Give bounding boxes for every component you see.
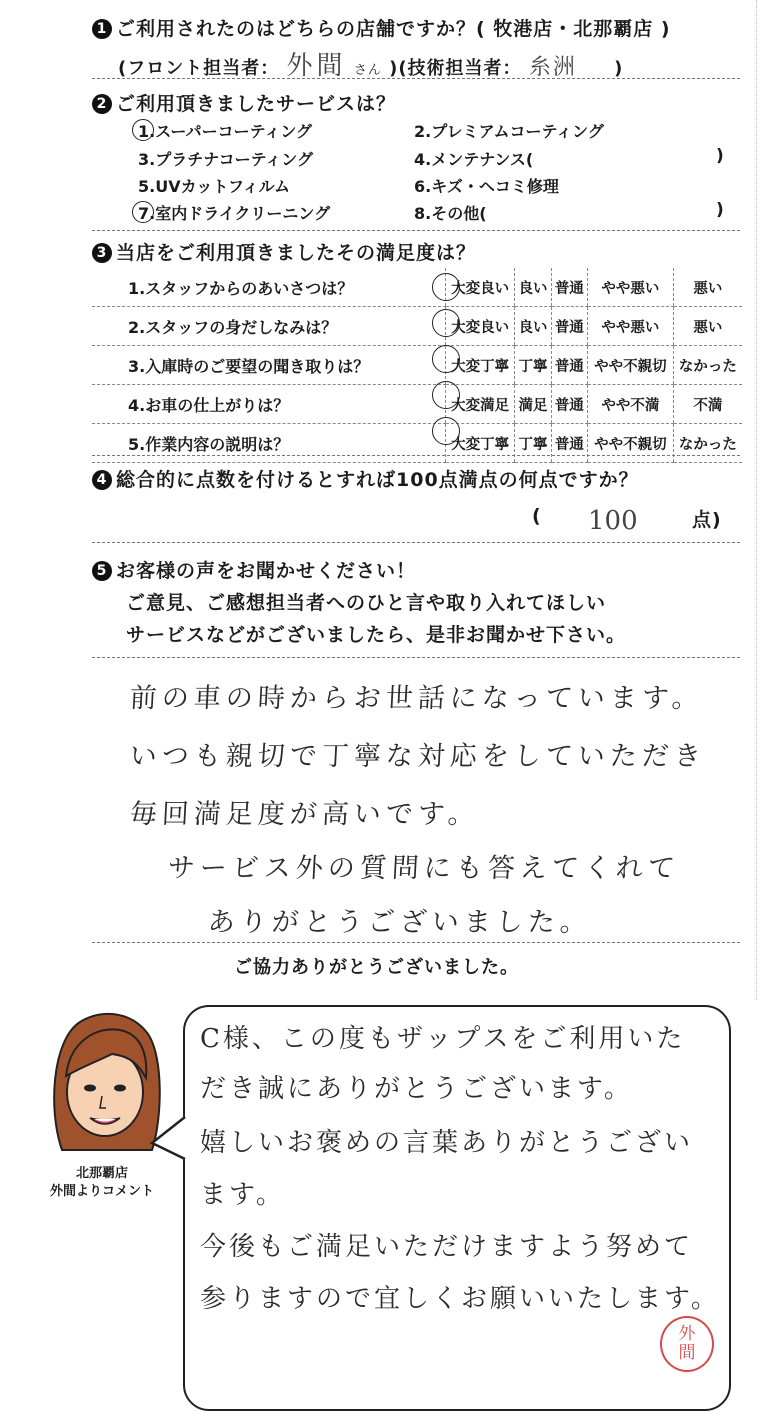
rating-choice: 丁寧 bbox=[515, 424, 551, 463]
service-option: 5.UVカットフィルム bbox=[138, 177, 291, 196]
front-suffix: さん bbox=[353, 63, 382, 78]
rating-selected-circle bbox=[432, 417, 460, 445]
staff-comment-line: だき誠にありがとうございます。 bbox=[200, 1074, 633, 1104]
front-staff-signature: 外間 bbox=[286, 51, 347, 81]
satisfaction-table bbox=[92, 268, 742, 463]
rating-choice: 普通 bbox=[551, 424, 587, 463]
q5-line2: ご意見、ご感想担当者へのひと言や取り入れてほしい bbox=[126, 592, 607, 614]
rating-selected-circle bbox=[432, 381, 460, 409]
staff-comment-line: ます。 bbox=[200, 1180, 285, 1210]
tech-staff-signature: 糸洲 bbox=[528, 55, 577, 80]
divider bbox=[92, 942, 740, 943]
staff-comment-line: C様、この度もザップスをご利用いた bbox=[200, 1024, 686, 1054]
q3-number: 3 bbox=[92, 243, 112, 263]
rating-choice: 悪い bbox=[673, 307, 742, 346]
staff-comment-label: 外間よりコメント bbox=[49, 1184, 154, 1199]
thanks-text: ご協力ありがとうございました。 bbox=[234, 957, 519, 978]
service-option: 6.キズ・ヘコミ修理 bbox=[414, 177, 559, 196]
q4-heading bbox=[92, 465, 639, 492]
rating-choice: 丁寧 bbox=[515, 346, 551, 385]
rating-selected-circle bbox=[432, 309, 460, 337]
q1-staff-line bbox=[118, 45, 623, 82]
table-row bbox=[92, 307, 742, 346]
score-value: 100 bbox=[588, 506, 638, 536]
rating-choice: 満足 bbox=[515, 385, 551, 424]
rating-choice: やや悪い bbox=[587, 268, 673, 307]
bubble-tail bbox=[150, 1115, 190, 1165]
divider bbox=[92, 542, 740, 543]
rating-choice: なかった bbox=[673, 346, 742, 385]
q3-heading bbox=[92, 238, 476, 265]
q4-unit: 点) bbox=[692, 509, 722, 531]
front-label: (フロント担当者： bbox=[118, 58, 280, 79]
rating-choice: 大変良い bbox=[446, 307, 515, 346]
q1-text: ご利用されたのはどちらの店舗ですか？( 牧港店・北那覇店 ) bbox=[116, 18, 671, 40]
staff-comment-line: 嬉しいお褒めの言葉ありがとうござい bbox=[200, 1128, 694, 1158]
q2-text: ご利用頂きましたサービスは？ bbox=[116, 93, 397, 115]
rating-choice: やや不親切 bbox=[587, 346, 673, 385]
q3-text: 当店をご利用頂きましたその満足度は？ bbox=[116, 242, 477, 264]
tech-label: )(技術担当者： bbox=[389, 58, 522, 79]
divider bbox=[92, 78, 740, 79]
rating-item: 2.スタッフの身だしなみは？ bbox=[92, 307, 446, 346]
staff-comment-line: 参りますので宜しくお願いいたします。 bbox=[200, 1284, 720, 1314]
rating-choice: 大変丁寧 bbox=[446, 424, 515, 463]
customer-answer-line: ありがとうございました。 bbox=[207, 907, 593, 938]
rating-choice: 大変良い bbox=[446, 268, 515, 307]
option-close-paren: ) bbox=[716, 200, 724, 220]
divider bbox=[92, 230, 740, 231]
table-row bbox=[92, 268, 742, 307]
table-row bbox=[92, 424, 742, 463]
table-row bbox=[92, 385, 742, 424]
rating-choice: やや不親切 bbox=[587, 424, 673, 463]
divider bbox=[92, 455, 740, 456]
rating-choice: 普通 bbox=[551, 268, 587, 307]
table-row bbox=[92, 346, 742, 385]
q4-number: 4 bbox=[92, 470, 112, 490]
rating-choice: やや不満 bbox=[587, 385, 673, 424]
rating-selected-circle bbox=[432, 345, 460, 373]
customer-answer-line: いつも親切で丁寧な対応をしていただき bbox=[129, 741, 707, 772]
service-option: 3.プラチナコーティング bbox=[138, 150, 313, 169]
seal-char: 間 bbox=[678, 1343, 696, 1363]
divider bbox=[92, 657, 740, 658]
customer-answer-line: 前の車の時からお世話になっています。 bbox=[129, 683, 705, 714]
rating-choice: やや悪い bbox=[587, 307, 673, 346]
customer-answer-line: サービス外の質問にも答えてくれて bbox=[167, 853, 681, 884]
rating-choice: 普通 bbox=[551, 307, 587, 346]
q2-number: 2 bbox=[92, 94, 112, 114]
rating-choice: 大変丁寧 bbox=[446, 346, 515, 385]
q5-heading bbox=[92, 556, 416, 583]
q1-close: ) bbox=[614, 58, 624, 79]
rating-item: 1.スタッフからのあいさつは？ bbox=[92, 268, 446, 307]
q1-number: 1 bbox=[92, 19, 112, 39]
rating-item: 3.入庫時のご要望の聞き取りは？ bbox=[92, 346, 446, 385]
staff-store-label: 北那覇店 bbox=[75, 1166, 128, 1181]
service-option: 8.その他( bbox=[414, 204, 487, 223]
name-seal-stamp bbox=[660, 1316, 714, 1372]
service-option: 1.スーパーコーティング bbox=[138, 122, 313, 141]
rating-choice: 普通 bbox=[551, 385, 587, 424]
rating-choice: 大変満足 bbox=[446, 385, 515, 424]
q4-open-paren: ( bbox=[532, 505, 542, 527]
q5-number: 5 bbox=[92, 561, 112, 581]
rating-choice: 良い bbox=[515, 307, 551, 346]
rating-selected-circle bbox=[432, 273, 460, 301]
q4-text: 総合的に点数を付けるとすれば100点満点の何点ですか？ bbox=[116, 469, 639, 491]
seal-char: 外 bbox=[678, 1324, 696, 1344]
rating-choice: なかった bbox=[673, 424, 742, 463]
rating-item: 4.お車の仕上がりは？ bbox=[92, 385, 446, 424]
rating-choice: 悪い bbox=[673, 268, 742, 307]
rating-choice: 良い bbox=[515, 268, 551, 307]
rating-item: 5.作業内容の説明は？ bbox=[92, 424, 446, 463]
staff-comment-line: 今後もご満足いただけますよう努めて bbox=[200, 1232, 694, 1262]
rating-choice: 不満 bbox=[673, 385, 742, 424]
q1-heading bbox=[92, 14, 671, 41]
customer-answer-line: 毎回満足度が高いです。 bbox=[129, 799, 481, 830]
service-option: 4.メンテナンス( bbox=[414, 150, 534, 169]
q5-line1: お客様の声をお聞かせください！ bbox=[116, 560, 417, 582]
option-close-paren: ) bbox=[716, 146, 724, 166]
q2-heading bbox=[92, 89, 396, 116]
service-option: 2.プレミアムコーティング bbox=[414, 122, 604, 141]
service-option: 7.室内ドライクリーニング bbox=[138, 204, 331, 223]
rating-choice: 普通 bbox=[551, 346, 587, 385]
q5-line3: サービスなどがございましたら、是非お聞かせ下さい。 bbox=[126, 624, 627, 646]
